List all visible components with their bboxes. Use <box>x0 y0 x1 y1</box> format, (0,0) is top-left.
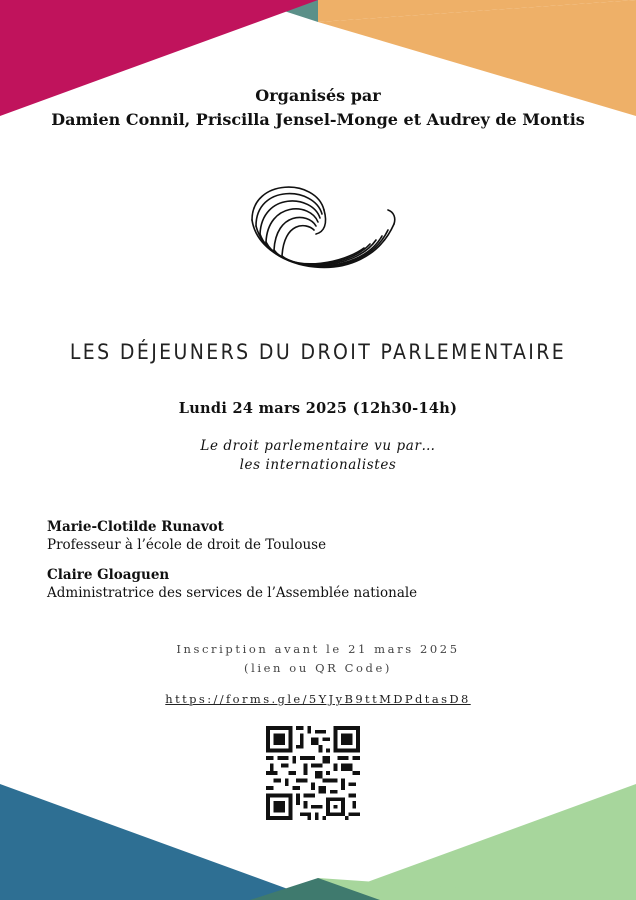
speaker-role: Professeur à l’école de droit de Toulouse <box>47 537 327 553</box>
organizers-names: Damien Connil, Priscilla Jensel-Monge et Audrey de Montis <box>51 110 585 129</box>
speaker-name: Claire Gloaguen <box>47 567 170 583</box>
registration-hint: (lien ou QR Code) <box>243 661 392 675</box>
series-title: LES DÉJEUNERS DU DROIT PARLEMENTAIRE <box>69 340 567 364</box>
topic-line-1: Le droit parlementaire vu par… <box>200 438 436 454</box>
speaker-1 <box>47 518 326 554</box>
speaker-role: Administratrice des services de l’Assemblée nationale <box>47 585 418 601</box>
organizers-label: Organisés par <box>255 86 381 105</box>
wave-spiral-logo-icon <box>246 180 396 288</box>
speaker-name: Marie-Clotilde Runavot <box>47 519 224 535</box>
topic-line-2: les internationalistes <box>239 457 397 473</box>
registration-link[interactable]: https://forms.gle/5YJyB9ttMDPdtasD8 <box>165 692 471 706</box>
registration-info <box>0 640 636 678</box>
registration-deadline: Inscription avant le 21 mars 2025 <box>176 642 460 656</box>
qr-code-icon[interactable] <box>266 726 360 820</box>
event-topic <box>0 437 636 475</box>
speaker-2 <box>47 566 417 602</box>
event-date: Lundi 24 mars 2025 (12h30-14h) <box>178 400 458 417</box>
